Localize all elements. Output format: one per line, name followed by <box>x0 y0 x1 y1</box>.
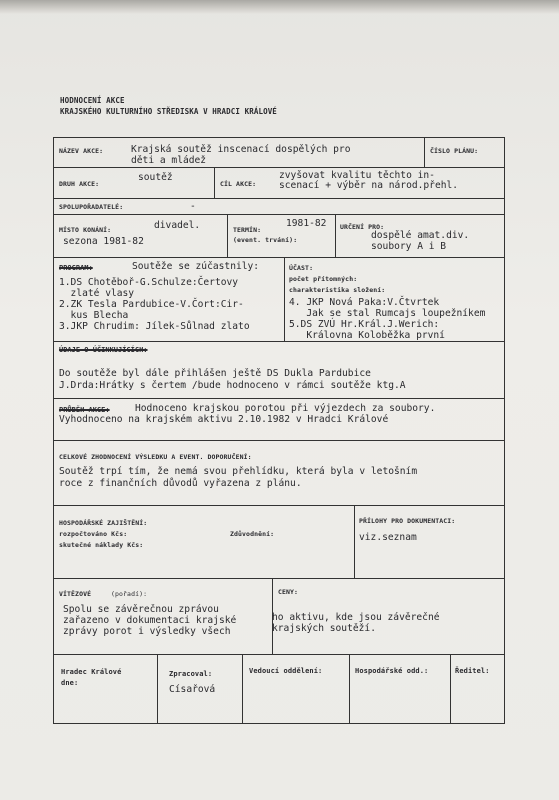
winners-line-1: Spolu se závěrečnou zprávou <box>63 604 219 615</box>
venue-value-2: sezona 1981-82 <box>63 236 144 247</box>
form-border-right <box>504 137 505 724</box>
form-border-top <box>53 137 505 138</box>
venue-label: MÍSTO KONÁNÍ: <box>59 226 112 234</box>
performers-line-2: J.Drda:Hrátky s čertem /bude hodnoceno v rámci soutěže ktg.A <box>59 380 406 391</box>
page-binding-shadow <box>0 0 559 14</box>
date-signed-label: dne: <box>61 679 79 687</box>
budgeted-label: rozpočtováno Kčs: <box>59 530 128 538</box>
attendance-line: 5.DS ZVÚ Hr.Král.J.Werich: <box>289 319 440 330</box>
date-label-2: (event. trvání): <box>233 236 298 244</box>
winners-order-label: (pořadí): <box>111 590 148 598</box>
attachments-label: PŘÍLOHY PRO DOKUMENTACI: <box>359 517 456 525</box>
overall-evaluation-line-2: roce z finančních důvodů vyřazena z plánu. <box>59 478 302 489</box>
date-label: TERMÍN: <box>233 226 262 234</box>
justification-label: Zdůvodnění: <box>230 530 275 538</box>
processed-by-value: Císařová <box>169 684 216 695</box>
form-divider-v <box>157 654 158 724</box>
overall-evaluation-label: CELKOVÉ ZHODNOCENÍ VÝSLEDKU A EVENT. DOPORUČENÍ: <box>59 453 252 461</box>
event-name-line-2: děti a mládež <box>131 155 207 166</box>
course-line-1: Hodnoceno krajskou porotou při výjezdech za soubory. <box>135 403 436 414</box>
prizes-label: CENY: <box>278 588 299 596</box>
event-goal-label: CÍL AKCE: <box>220 180 257 188</box>
overall-evaluation-line-1: Soutěž trpí tím, že nemá svou přehlídku, která byla v letošním <box>59 466 418 477</box>
winners-line-2: zařazeno v dokumentaci krajské <box>63 615 237 626</box>
form-divider-v <box>354 505 355 578</box>
performers-line-1: Do soutěže byl dále přihlášen ještě DS Dukla Pardubice <box>59 368 371 379</box>
winners-line-3: zprávy porot i výsledky všech <box>63 626 231 637</box>
form-divider <box>53 341 505 342</box>
event-type-value: soutěž <box>138 172 173 183</box>
header-line-2: KRAJSKÉHO KULTURNÍHO STŘEDISKA V HRADCI KRÁLOVÉ <box>60 107 277 116</box>
date-value: 1981-82 <box>286 218 327 229</box>
audience-line-1: dospělé amat.div. <box>371 230 470 241</box>
actual-costs-label: skutečné náklady Kčs: <box>59 541 144 549</box>
form-divider <box>53 654 505 655</box>
event-name-label: NÁZEV AKCE: <box>59 147 104 155</box>
header-line-1: HODNOCENÍ AKCE <box>60 96 125 105</box>
form-divider <box>53 578 505 579</box>
processed-by-label: Zpracoval: <box>169 670 213 678</box>
form-divider <box>53 214 505 215</box>
co-organizers-label: SPOLUPOŘADATELÉ: <box>59 203 124 211</box>
program-line: 2.ZK Tesla Pardubice-V.Čort:Cir- <box>59 299 244 310</box>
form-border-bottom <box>53 723 505 724</box>
course-label: PRŮBĚH AKCE: <box>59 406 110 414</box>
program-label: PROGRAM: <box>59 264 93 272</box>
program-line: 1.DS Chotěboř-G.Schulze:Čertovy <box>59 277 239 288</box>
event-name-line-1: Krajská soutěž inscenací dospělých pro <box>131 144 351 155</box>
program-line: zlaté vlasy <box>59 288 135 299</box>
attendance-count-label: počet přítomných: <box>289 275 358 283</box>
form-divider-v <box>227 214 228 257</box>
form-divider-v <box>335 214 336 257</box>
form-divider <box>53 440 505 441</box>
place-label: Hradec Králové <box>61 668 122 676</box>
form-divider-v <box>424 137 425 167</box>
attendance-line: 4. JKP Nová Paka:V.Čtvrtek <box>289 297 440 308</box>
form-divider-v <box>349 654 350 724</box>
head-of-department-label: Vedoucí oddělení: <box>249 667 323 675</box>
co-organizers-value: - <box>190 201 196 212</box>
venue-value: divadel. <box>154 220 201 231</box>
form-divider-v <box>284 257 285 341</box>
evaluation-form <box>53 137 505 724</box>
program-intro: Soutěže se zúčastnily: <box>132 261 260 272</box>
attendance-line: Jak se stal Rumcajs loupežníkem <box>289 308 486 319</box>
form-divider <box>53 167 505 168</box>
director-label: Ředitel: <box>455 667 490 675</box>
finance-department-label: Hospodářské odd.: <box>355 667 429 675</box>
performers-label: ÚDAJE O ÚČINKUJÍCÍCH: <box>59 346 148 354</box>
form-divider <box>53 257 505 258</box>
attendance-line: Královna Koloběžka první <box>289 330 445 341</box>
course-line-2: Vyhodnoceno na krajském aktivu 2.10.1982 v Hradci Králové <box>59 414 389 425</box>
prizes-line-2: krajských soutěží. <box>272 623 376 634</box>
winners-label: VÍTĚZOVÉ <box>59 590 92 598</box>
program-line: 3.JKP Chrudim: Jílek-Sůlnad zlato <box>59 321 250 332</box>
prizes-line-1: ho aktivu, kde jsou závěrečné <box>272 612 440 623</box>
form-divider <box>53 505 505 506</box>
audience-label: URČENÍ PRO: <box>340 223 385 231</box>
event-goal-line-2: scenací + výběr na národ.přehl. <box>279 180 459 191</box>
event-goal-line-1: zvyšovat kvalitu těchto in- <box>279 170 435 181</box>
form-border-left <box>53 137 54 724</box>
program-line: kus Blecha <box>59 310 129 321</box>
event-type-label: DRUH AKCE: <box>59 180 100 188</box>
audience-line-2: soubory A i B <box>371 241 447 252</box>
attendance-composition-label: charakteristika složení: <box>289 286 386 294</box>
attendance-label: ÚČAST: <box>289 264 314 272</box>
form-divider <box>53 398 505 399</box>
form-divider-v <box>214 167 215 198</box>
financial-label: HOSPODÁŘSKÉ ZAJIŠTĚNÍ: <box>59 519 148 527</box>
form-divider-v <box>450 654 451 724</box>
attachments-value: viz.seznam <box>359 532 417 543</box>
plan-number-label: ČÍSLO PLÁNU: <box>430 147 479 155</box>
form-divider <box>53 198 505 199</box>
form-divider-v <box>242 654 243 724</box>
